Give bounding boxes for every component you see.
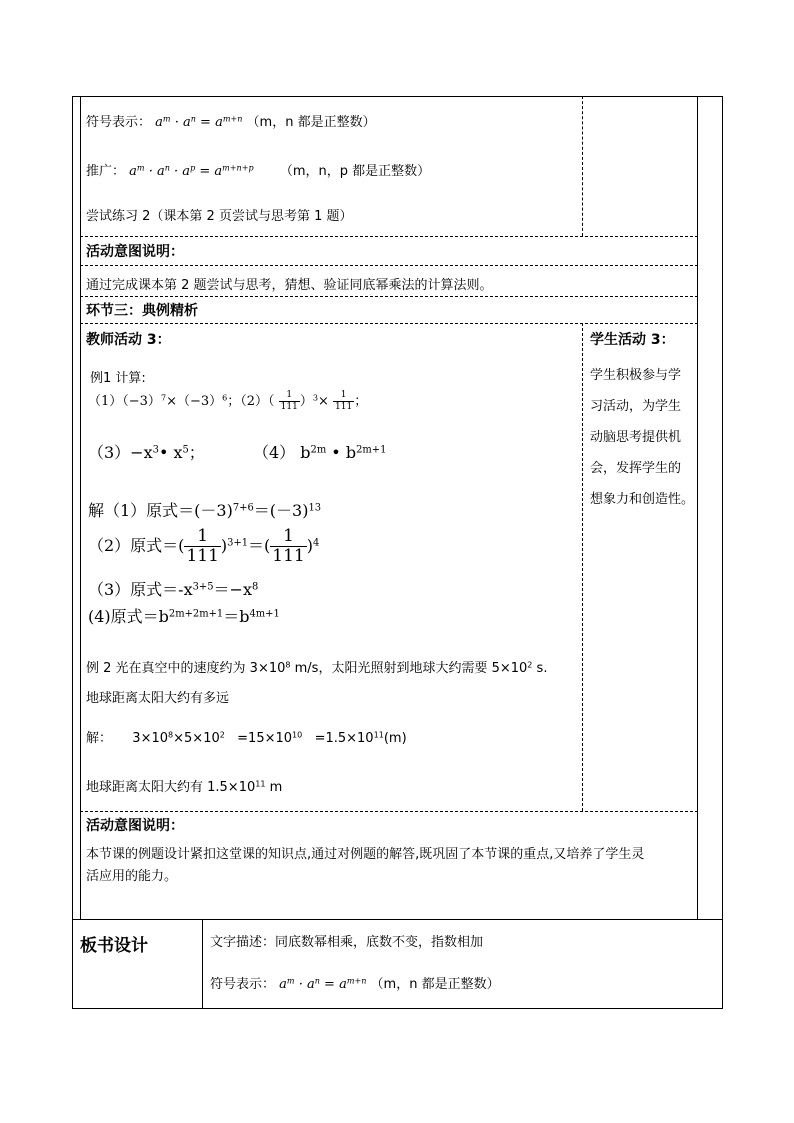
board-formula: $a^m \cdot a^n = a^{m+n}$ [279, 976, 367, 992]
board-top-line [72, 919, 723, 920]
sol2-mid: ＝( [248, 536, 271, 555]
ex1-item3-exp2: 5 [182, 444, 189, 456]
solution-line-1 [88, 498, 321, 521]
ex1-item2-open: ；（2）（ [227, 394, 275, 409]
fraction-big-2-den: 111 [272, 546, 305, 566]
student-activity-line-2: 习活动，为学生 [590, 399, 682, 414]
generalize-label: 推广： [86, 164, 126, 179]
sol1-prefix: 解（1）原式＝(－3) [88, 501, 233, 520]
ex2-ans-text: 地球距离太阳大约有 1.5×10 [86, 780, 256, 795]
practice-text: 尝试练习 2（课本第 2 页尝试与思考第 1 题） [86, 209, 353, 224]
fraction-big-2 [270, 528, 306, 565]
intent-title-1: 活动意图说明： [86, 244, 184, 260]
column-divider-middle [582, 323, 583, 811]
outer-top-line [72, 96, 723, 97]
example2-line2: 地球距离太阳大约有多远 [86, 691, 230, 706]
board-symbol-note: （m，n 都是正整数） [370, 977, 500, 992]
formula-generalized: $a^m \cdot a^n \cdot a^p = a^{m+n+p}$ [129, 163, 254, 179]
intent-text-2-line2: 活应用的能力。 [86, 869, 178, 884]
row-divider-4 [80, 323, 698, 324]
ex1-item2-end: ； [354, 394, 368, 409]
ex2-text-mid: m/s，太阳光照射到地球大约需要 5×10 [290, 661, 528, 676]
fraction-small-1-den: 111 [280, 402, 298, 412]
sol2-exp2: 4 [313, 537, 320, 549]
ex1-item2-exp: 3 [312, 393, 318, 403]
example2-solution [86, 727, 407, 746]
ex2-exp1: 8 [285, 660, 291, 670]
ex2-ans-exp: 11 [255, 779, 266, 789]
student-activity-line-3: 动脑思考提供机 [590, 430, 682, 445]
ex1-item1: （1）（−3） [88, 394, 161, 409]
example2-answer [86, 776, 282, 795]
intent-text-2-line1: 本节课的例题设计紧扣这堂课的知识点,通过对例题的解答,既巩固了本节课的重点,又培养了学生灵 [86, 847, 645, 862]
ex2-sol-d: =1.5×10 [314, 731, 374, 746]
symbol-label: 符号表示： [86, 115, 152, 130]
sol3-prefix: （3）原式＝-x [88, 580, 193, 599]
ex1-item1-times: ×（−3） [166, 394, 223, 409]
inner-right-line [697, 96, 698, 919]
intent-title-2: 活动意图说明： [86, 818, 184, 834]
row-divider-5 [80, 811, 698, 812]
fraction-small-2-num: 1 [333, 391, 354, 402]
generalize-formula-line [86, 160, 430, 179]
fraction-big-1-den: 111 [186, 546, 219, 566]
ex1-item2-times: × [318, 394, 329, 409]
ex1-item1-exp1: 7 [160, 393, 167, 403]
ex2-sol-b-exp: 2 [219, 730, 225, 740]
ex1-item4-exp1: 2m [310, 444, 327, 456]
ex1-item1-exp2: 6 [222, 393, 228, 403]
student-activity-title: 学生活动 3： [590, 332, 675, 348]
fraction-small-1-num: 1 [279, 391, 300, 402]
sol1-exp1: 7+6 [232, 502, 254, 514]
example1-line2 [88, 440, 386, 463]
ex2-exp2: 2 [527, 660, 533, 670]
row-divider-3 [80, 296, 698, 297]
solution-line-3 [88, 577, 258, 600]
generalize-note: （m，n，p 都是正整数） [279, 164, 431, 179]
outer-bottom-line [72, 1008, 723, 1009]
ex2-sol-a: 3×10 [132, 731, 169, 746]
sol2-exp1: 3+1 [227, 537, 249, 549]
sol3-mid: ＝−x [213, 580, 252, 599]
sol4-exp2: 4m+1 [249, 608, 280, 620]
board-text-description: 文字描述：同底数幂相乘，底数不变，指数相加 [210, 935, 484, 950]
symbol-note: （m，n 都是正整数） [246, 115, 376, 130]
column-divider-top [582, 96, 583, 236]
board-symbol-label: 符号表示： [210, 977, 276, 992]
sol2-close-2: ) [306, 536, 313, 555]
symbol-formula-line [86, 111, 376, 130]
ex1-item4-dot: • b [326, 443, 357, 462]
ex2-sol-b: ×5×10 [173, 731, 220, 746]
fraction-big-1 [184, 528, 220, 565]
student-activity-line-5: 想象力和创造性。 [590, 492, 695, 507]
board-design-label: 板书设计 [80, 936, 148, 956]
sol1-mid: ＝(－3) [253, 501, 309, 520]
ex2-sol-label: 解： [86, 731, 113, 746]
ex2-sol-unit: (m) [383, 731, 407, 746]
sol4-prefix: (4)原式＝b [88, 607, 169, 626]
formula-same-base: $a^m \cdot a^n = a^{m+n}$ [155, 114, 243, 130]
ex2-sol-c: =15×10 [237, 731, 293, 746]
sol4-mid: ＝b [223, 607, 250, 626]
ex2-ans-end: m [265, 780, 283, 795]
ex1-item3-end: ； [188, 443, 205, 462]
fraction-big-1-num: 1 [184, 528, 220, 547]
row-divider-1 [80, 236, 698, 237]
example1-line1 [88, 388, 367, 416]
ex1-item4-exp2: 2m+1 [356, 444, 387, 456]
section-title: 环节三：典例精析 [86, 303, 198, 319]
board-symbol-line [210, 973, 500, 992]
example2-line1 [86, 657, 547, 676]
sol3-exp2: 8 [251, 581, 259, 593]
ex2-sol-d-exp: 11 [373, 730, 384, 740]
ex2-text-end: s. [532, 661, 548, 676]
sol4-exp1: 2m+2m+1 [168, 608, 224, 620]
outer-right-line [722, 96, 723, 1009]
sol3-exp1: 3+5 [192, 581, 214, 593]
inner-left-line [80, 96, 81, 919]
solution-line-2 [88, 524, 319, 568]
board-divider-line [202, 919, 203, 1009]
sol1-exp2: 13 [308, 502, 322, 514]
sol2-close-1: ) [220, 536, 228, 555]
ex1-item2-close: ） [299, 394, 313, 409]
ex2-sol-c-exp: 10 [292, 730, 303, 740]
outer-left-line [72, 96, 73, 1009]
fraction-small-1 [279, 391, 300, 412]
fraction-small-2-den: 111 [335, 402, 353, 412]
ex1-item3-dot: • x [158, 443, 183, 462]
fraction-big-2-num: 1 [270, 528, 306, 547]
solution-line-4 [88, 604, 280, 627]
ex2-sol-a-exp: 8 [168, 730, 174, 740]
student-activity-line-1: 学生积极参与学 [590, 368, 682, 383]
intent-text-1: 通过完成课本第 2 题尝试与思考，猜想、验证同底幂乘法的计算法则。 [86, 278, 493, 293]
example1-label: 例1 计算: [90, 371, 146, 386]
row-divider-2 [80, 265, 698, 266]
sol2-prefix: （2）原式＝( [88, 536, 185, 555]
ex1-item4: （4） b [253, 443, 311, 462]
fraction-small-2 [333, 391, 354, 412]
student-activity-line-4: 会，发挥学生的 [590, 461, 682, 476]
ex1-item3: （3）−x [88, 443, 153, 462]
teacher-activity-title: 教师活动 3： [86, 332, 171, 348]
ex1-item3-exp1: 3 [152, 444, 159, 456]
ex2-text-a: 例 2 光在真空中的速度约为 3×10 [86, 661, 286, 676]
